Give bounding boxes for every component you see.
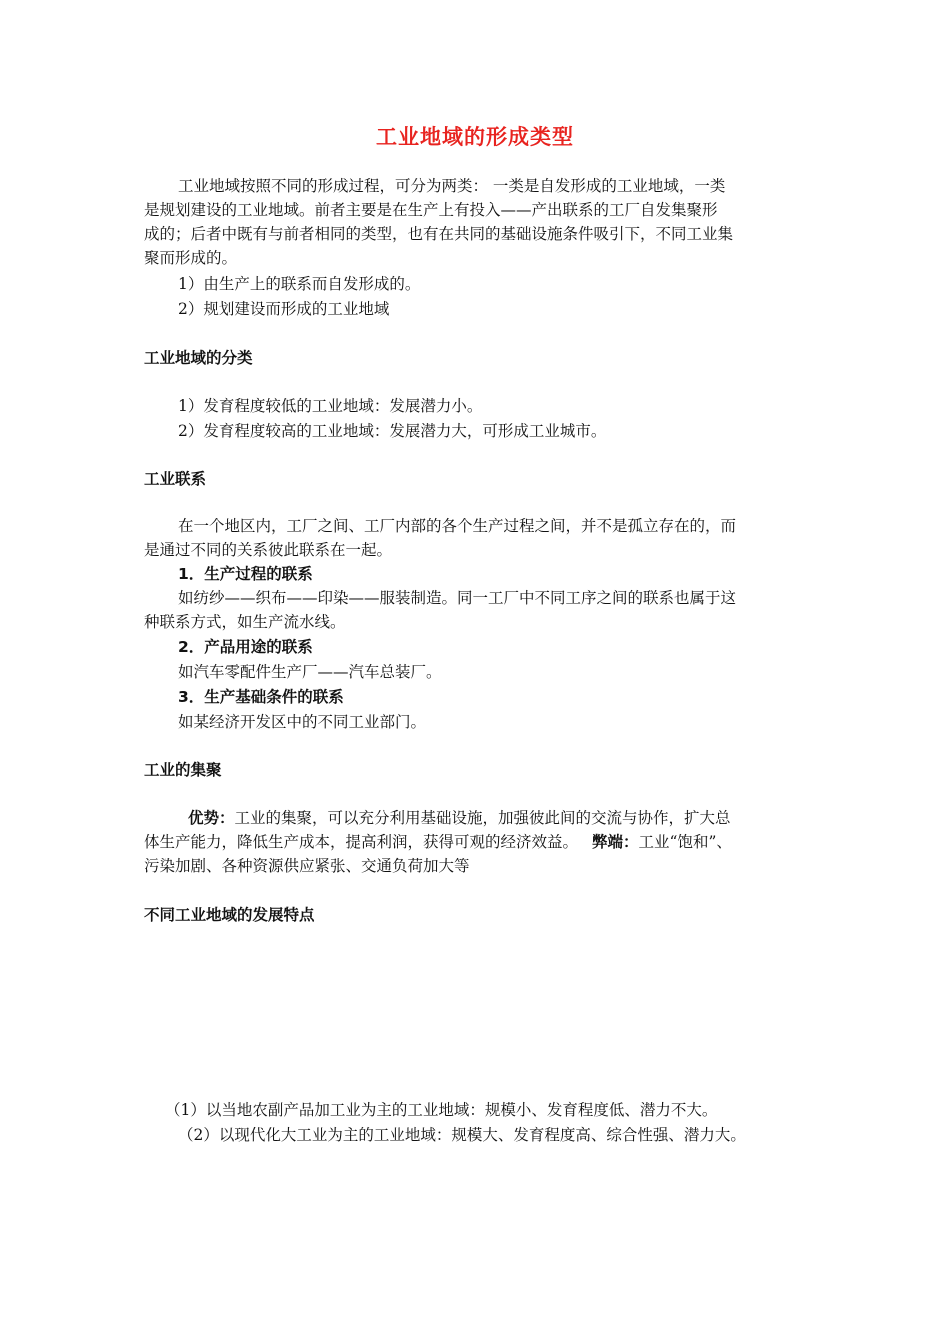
intro-line-1: 工业地域按照不同的形成过程，可分为两类： 一类是自发形成的工业地域，一类 <box>178 177 726 195</box>
links-heading: 工业联系 <box>144 470 207 488</box>
agglomeration-heading: 工业的集聚 <box>144 761 222 779</box>
classification-item-1: 1）发育程度较低的工业地域：发展潜力小。 <box>178 397 483 415</box>
links-sub3-line: 如某经济开发区中的不同工业部门。 <box>178 713 427 731</box>
advantage-label: 优势： <box>188 809 235 827</box>
links-line-1: 在一个地区内，工厂之间、工厂内部的各个生产过程之间，并不是孤立存在的，而 <box>178 517 737 535</box>
links-sub2-line: 如汽车零配件生产厂——汽车总装厂。 <box>178 663 442 681</box>
features-item-1: （1）以当地农副产品加工业为主的工业地域：规模小、发育程度低、潜力不大。 <box>165 1101 718 1119</box>
disadvantage-label: 弊端： <box>592 833 639 851</box>
links-subheading-1: 1．生产过程的联系 <box>178 565 313 583</box>
links-line-2: 是通过不同的关系彼此联系在一起。 <box>144 541 393 559</box>
intro-item-2: 2）规划建设而形成的工业地域 <box>178 300 390 318</box>
links-subheading-2: 2．产品用途的联系 <box>178 638 313 656</box>
advantage-text-1: 工业的集聚，可以充分利用基础设施，加强彼此间的交流与协作，扩大总 <box>234 809 731 827</box>
agglomeration-line-1 <box>188 806 858 830</box>
agglomeration-line-3: 污染加剧、各种资源供应紧张、交通负荷加大等 <box>144 857 470 875</box>
links-subheading-3: 3．生产基础条件的联系 <box>178 688 344 706</box>
advantage-text-2: 体生产能力，降低生产成本，提高利润，获得可观的经济效益。 <box>144 833 579 851</box>
classification-heading: 工业地域的分类 <box>144 349 253 367</box>
disadvantage-text: 工业“饱和”、 <box>638 833 732 851</box>
features-heading: 不同工业地域的发展特点 <box>144 906 315 924</box>
links-sub1-line-2: 种联系方式，如生产流水线。 <box>144 613 346 631</box>
agglomeration-line-2 <box>144 830 814 854</box>
classification-item-2: 2）发育程度较高的工业地域：发展潜力大，可形成工业城市。 <box>178 422 607 440</box>
features-item-2: （2）以现代化大工业为主的工业地域：规模大、发育程度高、综合性强、潜力大。 <box>178 1126 746 1144</box>
intro-item-1: 1）由生产上的联系而自发形成的。 <box>178 275 421 293</box>
page-title: 工业地域的形成类型 <box>376 125 574 149</box>
links-sub1-line-1: 如纺纱——织布——印染——服装制造。同一工厂中不同工序之间的联系也属于这 <box>178 589 737 607</box>
intro-line-2: 是规划建设的工业地域。前者主要是在生产上有投入——产出联系的工厂自发集聚形 <box>144 201 718 219</box>
intro-line-4: 聚而形成的。 <box>144 249 238 267</box>
intro-line-3: 成的；后者中既有与前者相同的类型，也有在共同的基础设施条件吸引下，不同工业集 <box>144 225 734 243</box>
